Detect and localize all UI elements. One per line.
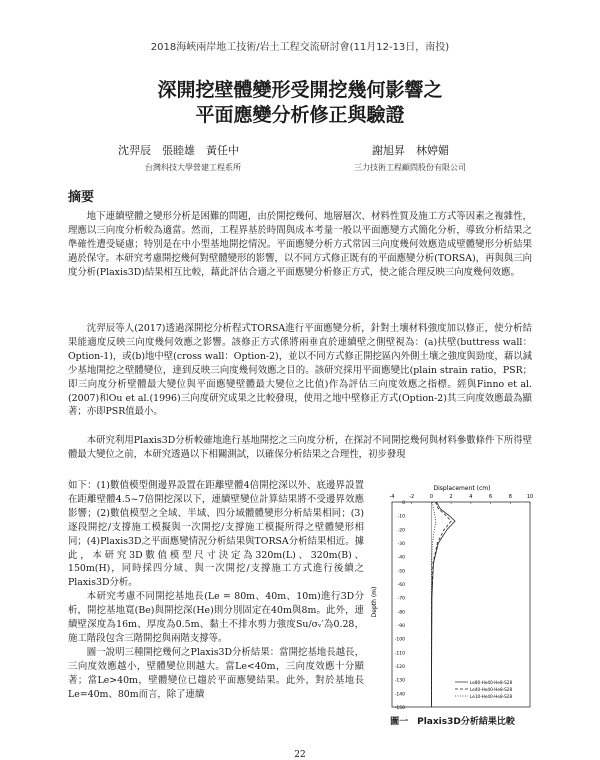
y-tick-label: -50 — [397, 569, 405, 575]
figure-caption: 圖一 Plaxis3D分析結果比較 — [390, 717, 515, 727]
y-tick-label: 0 — [402, 501, 405, 506]
abstract-paragraph-2: 沈羿辰等人(2017)透過深開挖分析程式TORSA進行平面應變分析，針對土壤材料強度加以修正，使分析結果能適度反映三向度幾何效應之影響。該修正方式係將兩垂直於連續壁之側壁視為：(a)扶壁(buttress wall：Option-1)，或(b)地中壁(cross wall：Option-2)，並以不同方式修正開挖區內外側土壤之強度與勁度，藉以減少基地開挖之壁體變位，達到反映三向度幾何效應之目的。該研究採用平面應變比(plain strain ratio，PSR；即三向度分析壁體最大變位與平面應變壁體最大變位之比值)作為評估三向度效應之指標。經與Finno et al.(2007)和Ou et al.(1996)三向度研究成果之比較發現，使用之地中壁修正方式(Option-2)其三向度效應最為顯著；亦即PSR值最小。 — [68, 323, 532, 418]
y-axis-title: Depth (m) — [371, 586, 378, 618]
paragraph-3-continued: 如下：(1)數值模型側邊界設置在距離壁體4倍開挖深以外、底邊界設置在距離壁體4.5~7倍開挖深以下，連續壁變位計算結果將不受邊界效應影響；(2)數值模型之全域、半域、四分域體體變形分析結果相同；(3)逐段開挖/支撐施工模擬與一次開挖/支撐施工模擬所得之壁體變形相同；(4)Plaxis3D之平面應變情況分析結果與TORSA分析結果相近。據此，本研究3D數值模型尺寸決定為320m(L)、320m(B)、150m(H)，同時採四分域、與一次開挖/支撐施工方式進行後續之Plaxis3D分析。 — [68, 480, 364, 589]
title-line-2: 平面應變分析修正與驗證 — [195, 104, 405, 126]
x-tick-label: 6 — [488, 494, 493, 500]
series-line — [431, 502, 455, 707]
y-tick-label: -130 — [394, 678, 405, 684]
y-tick-label: -90 — [397, 624, 405, 629]
y-tick-label: -80 — [397, 610, 405, 616]
y-tick-label: -60 — [397, 583, 405, 588]
y-tick-label: -150 — [394, 706, 405, 711]
x-tick-label: -2 — [409, 494, 415, 500]
page-number: 22 — [294, 750, 306, 760]
paragraph-4: 本研究考慮不同開挖基地長(Le = 80m、40m、10m)進行3D分析，開挖基地寬(Be)與開挖深(He)則分別固定在40m與8m。此外，連續壁深度為16m、厚度為0.5m、黏土不排水剪力強度Su/σᵥ′為0.28，施工階段包含三階開挖與兩階支撐等。 — [68, 591, 364, 644]
y-tick-label: -120 — [394, 665, 405, 670]
y-tick-label: -70 — [397, 596, 405, 602]
paragraph-5: 圖一說明三種開挖幾何之Plaxis3D分析結果：當開挖基地長越長，三向度效應越小，壁體變位則越大。當Le<40m，三向度效應十分顯著；當Le>40m，壁體變位已趨於平面應變結果。此外，對於基地長Le=40m、80m而言，除了連續 — [68, 646, 364, 700]
plot-frame — [392, 502, 530, 707]
x-tick-label: 10 — [526, 494, 534, 500]
y-tick-label: -100 — [394, 637, 405, 643]
x-tick-label: 2 — [449, 494, 453, 500]
legend-label: Le80-He40-He8-S28 — [470, 679, 513, 685]
authors-right: 謝旭昇 林婷媚 — [372, 144, 449, 157]
conference-header: 2018海峽兩岸地工技術/岩土工程交流研討會(11月12-13日，南投) — [150, 42, 450, 53]
x-tick-label: 0 — [429, 494, 434, 500]
abstract-paragraph-3: 本研究利用Plaxis3D分析較確地進行基地開挖之三向度分析，在探討不同開挖幾何與材料參數條件下所得壁體最大變位之前，本研究透過以下相關測試，以確保分析結果之合理性，初步發現 — [68, 435, 532, 460]
y-tick-label: -30 — [397, 542, 405, 547]
legend-label: Le40-He40-He8-S28 — [470, 686, 513, 692]
x-tick-label: 8 — [508, 494, 512, 500]
abstract-paragraph-1: 地下連續壁體之變形分析是困難的問題，由於開挖幾何、地層層次、材料性質及施工方式等因素之複雜性，理應以三向度分析較為適當。然而，工程界基於時間與成本考量一般以平面應變方式簡化分析，導致分析結果之準確性遭受疑慮；特別是在中小型基地開挖情況。平面應變分析方式常因三向度幾何效應造成壁體變形分析結果過於保守。本研究考慮開挖幾何對壁體變形的影響，以不同方式修正既有的平面應變分析(TORSA)，再與與三向度分析(Plaxis3D)結果相互比較，藉此評估合適之平面應變分析修正方式，使之能合理反映三向度幾何效應。 — [68, 211, 532, 278]
legend-label: Le10-He40-He8-S28 — [470, 693, 513, 699]
x-ticks — [390, 494, 534, 504]
x-tick-label: -4 — [389, 494, 395, 500]
x-tick-label: 4 — [469, 494, 473, 500]
y-tick-label: -140 — [394, 692, 405, 698]
y-tick-label: -40 — [397, 555, 405, 561]
left-column — [68, 479, 364, 702]
title-line-1: 深開挖壁體變形受開挖幾何影響之 — [157, 79, 443, 101]
y-tick-label: -10 — [397, 514, 405, 520]
legend — [455, 680, 512, 699]
x-axis-title: Displacement (cm) — [433, 485, 491, 492]
affiliation-left: 台灣科技大學營建工程系所 — [145, 163, 241, 172]
y-ticks — [395, 500, 432, 711]
affiliation-right: 三力技術工程顧問股份有限公司 — [354, 163, 466, 172]
series-lines — [431, 502, 455, 707]
displacement-chart — [370, 482, 535, 712]
paper-title — [0, 78, 600, 128]
y-tick-label: -20 — [397, 528, 405, 534]
authors-left: 沈羿辰 張睦雄 黃任中 — [118, 144, 239, 157]
y-tick-label: -110 — [394, 651, 405, 657]
series-line — [431, 502, 451, 707]
abstract-heading: 摘要 — [68, 190, 95, 205]
